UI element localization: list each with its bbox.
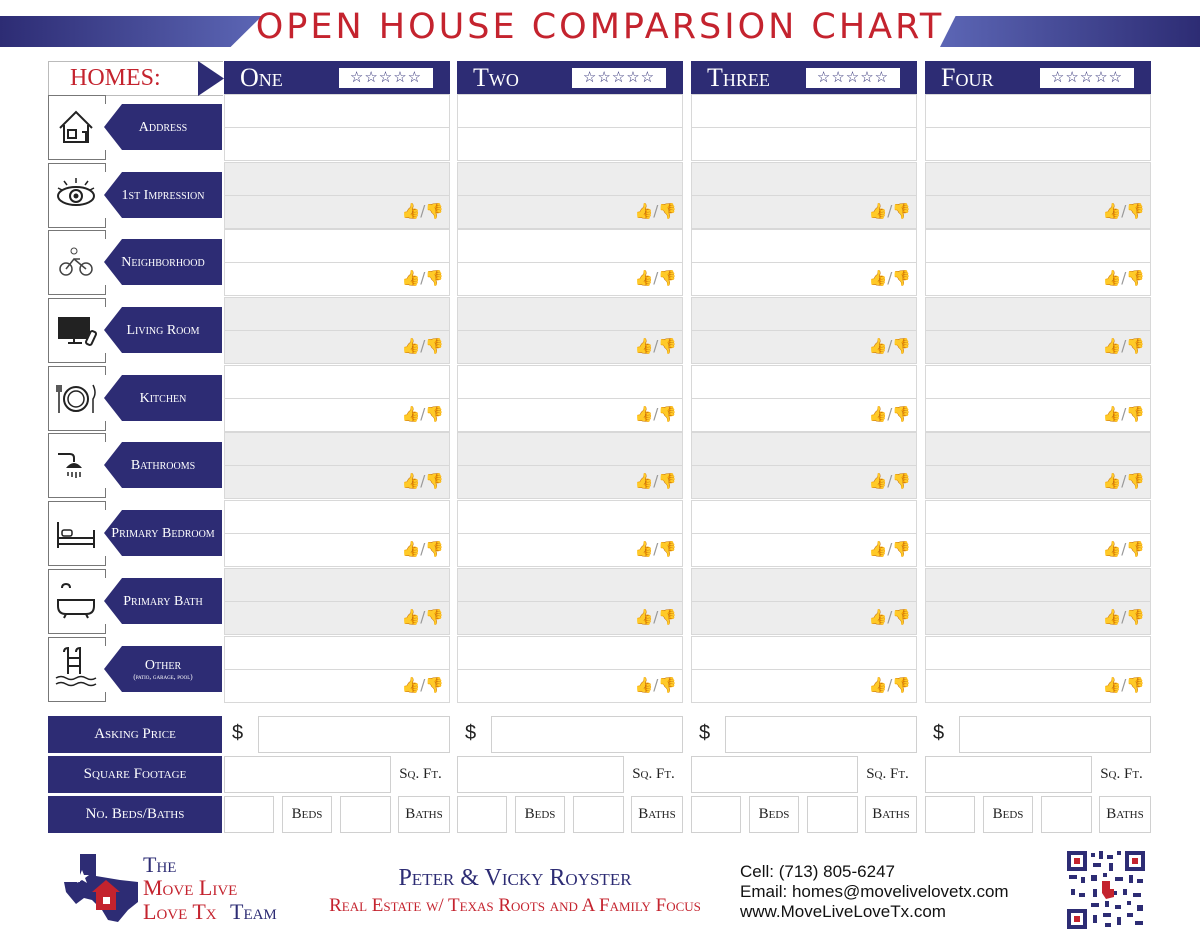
house-name: One	[240, 63, 283, 92]
square-footage-input[interactable]	[691, 756, 858, 793]
beds-input[interactable]	[925, 796, 975, 833]
note-cell[interactable]	[457, 229, 683, 263]
thumbs-up-down[interactable]: 👍/👎	[634, 337, 677, 355]
baths-input[interactable]	[340, 796, 391, 833]
note-cell[interactable]	[457, 297, 683, 331]
category-label-text: Other	[144, 657, 182, 673]
category-sublabel: (patio, garage, pool)	[133, 672, 193, 681]
thumbs-up-down[interactable]: 👍/👎	[1102, 202, 1145, 220]
note-cell[interactable]	[691, 162, 917, 196]
thumbs-up-down[interactable]: 👍/👎	[1102, 676, 1145, 694]
page-title: OPEN HOUSE COMPARSION CHART	[255, 7, 945, 47]
note-cell[interactable]	[224, 432, 450, 466]
thumbs-up-down[interactable]: 👍/👎	[868, 608, 911, 626]
note-cell[interactable]	[691, 297, 917, 331]
pool-ladder-icon	[54, 646, 98, 690]
thumbs-up-down[interactable]: 👍/👎	[401, 540, 444, 558]
logo-line3b: Team	[230, 899, 277, 924]
star-rating[interactable]: ☆☆☆☆☆	[338, 67, 434, 89]
asking-price-label: Asking Price	[48, 716, 222, 753]
note-cell[interactable]	[224, 229, 450, 263]
thumbs-up-down[interactable]: 👍/👎	[634, 405, 677, 423]
thumbs-up-down[interactable]: 👍/👎	[401, 202, 444, 220]
logo-line1: The	[143, 852, 177, 877]
agent-names: Peter & Vicky Royster	[398, 865, 632, 891]
thumbs-up-down[interactable]: 👍/👎	[401, 472, 444, 490]
category-label	[104, 442, 222, 488]
thumbs-up-down[interactable]: 👍/👎	[868, 202, 911, 220]
note-cell[interactable]	[457, 432, 683, 466]
currency-symbol: $	[232, 722, 244, 744]
homes-label: HOMES:	[70, 65, 161, 91]
note-cell[interactable]	[457, 127, 683, 161]
qr-code-icon	[1065, 849, 1147, 931]
beds-input[interactable]	[224, 796, 274, 833]
logo-line3: Love Tx	[143, 899, 217, 924]
contact-email: Email: homes@movelivelovetx.com	[740, 882, 1009, 901]
baths-unit: Baths	[1099, 796, 1151, 833]
house-name: Two	[473, 63, 519, 92]
note-cell[interactable]	[925, 500, 1151, 534]
currency-symbol: $	[933, 722, 945, 744]
note-cell[interactable]	[224, 568, 450, 602]
note-cell[interactable]	[691, 94, 917, 128]
beds-unit: Beds	[983, 796, 1033, 833]
thumbs-up-down[interactable]: 👍/👎	[1102, 269, 1145, 287]
note-cell[interactable]	[691, 568, 917, 602]
beds-input[interactable]	[457, 796, 507, 833]
category-label	[104, 239, 222, 285]
baths-input[interactable]	[807, 796, 858, 833]
category-label	[104, 578, 222, 624]
square-footage-label: Square Footage	[48, 756, 222, 793]
plate-icon	[54, 375, 98, 419]
logo-line2: Move Live	[143, 875, 238, 900]
note-cell[interactable]	[925, 636, 1151, 670]
category-label-text: Primary Bedroom	[111, 525, 215, 541]
note-cell[interactable]	[925, 432, 1151, 466]
beds-unit: Beds	[515, 796, 565, 833]
category-label	[104, 375, 222, 421]
star-rating[interactable]: ☆☆☆☆☆	[805, 67, 901, 89]
eye-icon	[54, 172, 98, 216]
asking-price-input[interactable]	[725, 716, 917, 753]
beds-unit: Beds	[282, 796, 332, 833]
category-label-text: Kitchen	[139, 390, 187, 406]
thumbs-up-down[interactable]: 👍/👎	[634, 608, 677, 626]
texas-logo	[62, 852, 142, 924]
thumbs-up-down[interactable]: 👍/👎	[634, 269, 677, 287]
house-name: Three	[707, 63, 770, 92]
square-footage-input[interactable]	[925, 756, 1092, 793]
thumbs-up-down[interactable]: 👍/👎	[1102, 337, 1145, 355]
agent-tagline: Real Estate w/ Texas Roots and A Family Focus	[329, 895, 701, 916]
thumbs-up-down[interactable]: 👍/👎	[401, 269, 444, 287]
note-cell[interactable]	[925, 162, 1151, 196]
note-cell[interactable]	[925, 229, 1151, 263]
note-cell[interactable]	[691, 432, 917, 466]
category-label-text: Address	[138, 119, 188, 135]
note-cell[interactable]	[224, 127, 450, 161]
baths-unit: Baths	[631, 796, 683, 833]
texas-map-icon	[62, 852, 142, 924]
bicycle-icon	[54, 239, 98, 283]
note-cell[interactable]	[457, 162, 683, 196]
asking-price-input[interactable]	[959, 716, 1151, 753]
tv-icon	[54, 307, 98, 351]
thumbs-up-down[interactable]: 👍/👎	[401, 608, 444, 626]
contact-website[interactable]: www.MoveLiveLoveTx.com	[740, 902, 946, 921]
note-cell[interactable]	[224, 162, 450, 196]
house-name: Four	[941, 63, 994, 92]
note-cell[interactable]	[925, 127, 1151, 161]
star-rating[interactable]: ☆☆☆☆☆	[571, 67, 667, 89]
thumbs-up-down[interactable]: 👍/👎	[401, 337, 444, 355]
thumbs-up-down[interactable]: 👍/👎	[868, 405, 911, 423]
note-cell[interactable]	[691, 500, 917, 534]
note-cell[interactable]	[925, 297, 1151, 331]
category-label-text: Primary Bath	[123, 593, 203, 609]
note-cell[interactable]	[925, 365, 1151, 399]
thumbs-up-down[interactable]: 👍/👎	[1102, 405, 1145, 423]
baths-input[interactable]	[1041, 796, 1092, 833]
square-footage-input[interactable]	[457, 756, 624, 793]
bathtub-icon	[54, 578, 98, 622]
thumbs-up-down[interactable]: 👍/👎	[634, 202, 677, 220]
sqft-unit: Sq. Ft.	[858, 756, 917, 793]
note-cell[interactable]	[224, 297, 450, 331]
thumbs-up-down[interactable]: 👍/👎	[1102, 472, 1145, 490]
note-cell[interactable]	[224, 365, 450, 399]
beds-unit: Beds	[749, 796, 799, 833]
thumbs-up-down[interactable]: 👍/👎	[1102, 540, 1145, 558]
shower-icon	[54, 442, 98, 486]
note-cell[interactable]	[925, 94, 1151, 128]
note-cell[interactable]	[457, 94, 683, 128]
asking-price-input[interactable]	[258, 716, 450, 753]
note-cell[interactable]	[691, 229, 917, 263]
sqft-unit: Sq. Ft.	[391, 756, 450, 793]
note-cell[interactable]	[224, 500, 450, 534]
category-label-text: 1st Impression	[121, 187, 205, 203]
note-cell[interactable]	[925, 568, 1151, 602]
category-label	[104, 510, 222, 556]
note-cell[interactable]	[224, 94, 450, 128]
sqft-unit: Sq. Ft.	[624, 756, 683, 793]
beds-baths-label: No. Beds/Baths	[48, 796, 222, 833]
qr-code[interactable]	[1065, 849, 1147, 931]
thumbs-up-down[interactable]: 👍/👎	[401, 405, 444, 423]
thumbs-up-down[interactable]: 👍/👎	[634, 540, 677, 558]
baths-unit: Baths	[398, 796, 450, 833]
category-label-text: Neighborhood	[121, 254, 205, 270]
house-icon	[54, 104, 98, 148]
note-cell[interactable]	[691, 636, 917, 670]
currency-symbol: $	[699, 722, 711, 744]
bed-icon	[54, 510, 98, 554]
beds-input[interactable]	[691, 796, 741, 833]
note-cell[interactable]	[224, 636, 450, 670]
thumbs-up-down[interactable]: 👍/👎	[401, 676, 444, 694]
asking-price-input[interactable]	[491, 716, 683, 753]
note-cell[interactable]	[691, 127, 917, 161]
baths-input[interactable]	[573, 796, 624, 833]
category-label-text: Living Room	[126, 322, 200, 338]
note-cell[interactable]	[457, 568, 683, 602]
currency-symbol: $	[465, 722, 477, 744]
note-cell[interactable]	[691, 365, 917, 399]
thumbs-up-down[interactable]: 👍/👎	[868, 472, 911, 490]
thumbs-up-down[interactable]: 👍/👎	[634, 676, 677, 694]
note-cell[interactable]	[457, 636, 683, 670]
thumbs-up-down[interactable]: 👍/👎	[868, 676, 911, 694]
thumbs-up-down[interactable]: 👍/👎	[1102, 608, 1145, 626]
contact-cell: Cell: (713) 805-6247	[740, 862, 895, 881]
thumbs-up-down[interactable]: 👍/👎	[868, 337, 911, 355]
baths-unit: Baths	[865, 796, 917, 833]
thumbs-up-down[interactable]: 👍/👎	[868, 269, 911, 287]
category-label	[104, 307, 222, 353]
square-footage-input[interactable]	[224, 756, 391, 793]
category-label-text: Bathrooms	[130, 457, 196, 473]
sqft-unit: Sq. Ft.	[1092, 756, 1151, 793]
thumbs-up-down[interactable]: 👍/👎	[634, 472, 677, 490]
note-cell[interactable]	[457, 365, 683, 399]
star-rating[interactable]: ☆☆☆☆☆	[1039, 67, 1135, 89]
category-label	[104, 646, 222, 692]
note-cell[interactable]	[457, 500, 683, 534]
thumbs-up-down[interactable]: 👍/👎	[868, 540, 911, 558]
category-label	[104, 104, 222, 150]
category-label	[104, 172, 222, 218]
